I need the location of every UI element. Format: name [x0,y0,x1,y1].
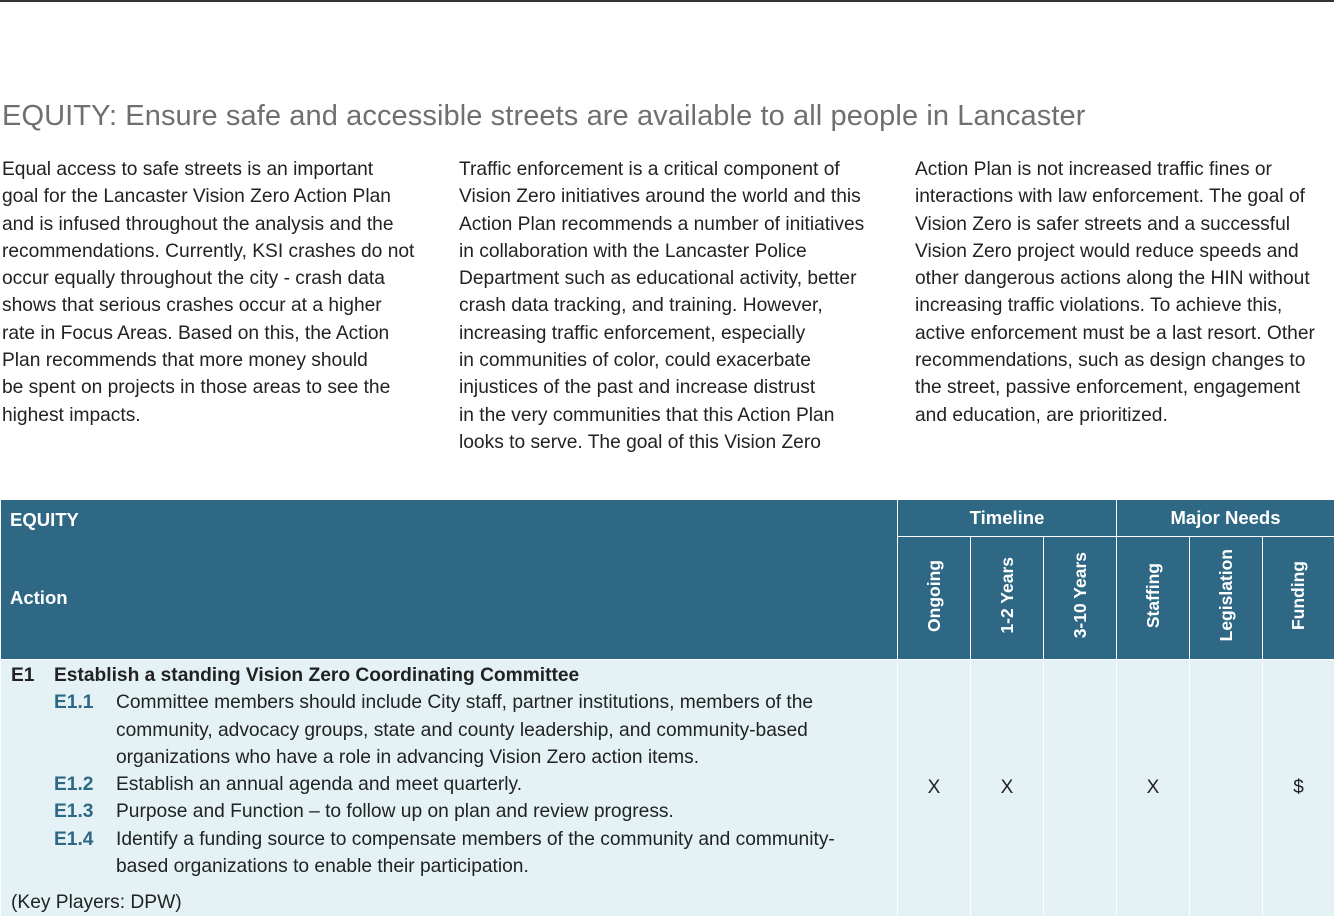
sub-action [11,689,887,771]
col-legislation [1190,537,1263,660]
text-line: looks to serve. The goal of this Vision Zero [459,431,821,453]
text-line: increasing traffic enforcement, especially [459,322,806,344]
text-line: interactions with law enforcement. The goal of [915,186,1305,208]
text-line: goal for the Lancaster Vision Zero Action Plan [2,186,391,208]
text-line: Vision Zero is safer streets and a successful [915,213,1291,235]
action-cell [1,660,898,917]
text-line: recommendations, such as design changes to [915,350,1306,372]
text-line: community, advocacy groups, state and county leadership, and community-based [116,719,808,741]
col-ongoing [898,537,971,660]
text-line: Vision Zero project would reduce speeds and [915,240,1299,262]
intro-column-3 [915,156,1334,429]
mark-1-2-years: X [971,660,1044,917]
col-ongoing-label: Ongoing [923,559,944,632]
text-line: be spent on projects in those areas to see the [2,377,391,399]
table-row [1,660,1334,917]
action-table [0,499,1334,917]
col-3-10-years [1044,537,1117,660]
mark-ongoing: X [898,660,971,917]
sub-action-text [116,826,887,881]
text-line: increasing traffic violations. To achieve this, [915,295,1283,317]
action-title-row [11,662,887,689]
col-1-2-years [971,537,1044,660]
intro-column-1 [2,156,430,429]
mark-legislation [1190,660,1263,917]
col-1-2-years-label: 1-2 Years [996,557,1017,634]
text-line: active enforcement must be a last resort. Other [915,322,1315,344]
text-line: highest impacts. [2,404,141,426]
text-line: and education, are prioritized. [915,404,1168,426]
sub-action-text [116,689,887,771]
action-title: Establish a standing Vision Zero Coordinating Committee [54,665,580,686]
sub-action-code: E1.2 [54,774,94,796]
page-heading: EQUITY: Ensure safe and accessible streets are available to all people in Lancaster [2,100,1086,132]
text-line: organizations who have a role in advancing Vision Zero action items. [116,746,700,768]
top-rule [0,0,1334,2]
text-line: other dangerous actions along the HIN without [915,268,1310,290]
text-line: in communities of color, could exacerbate [459,350,811,372]
text-line: and is infused throughout the analysis and the [2,213,394,235]
text-line: recommendations. Currently, KSI crashes do not [2,240,415,262]
text-line: the street, passive enforcement, engagement [915,377,1301,399]
text-line: shows that serious crashes occur at a higher [2,295,382,317]
text-line: rate in Focus Areas. Based on this, the Action [2,322,390,344]
text-line: Identify a funding source to compensate members of the community and community- [116,828,835,850]
intro-column-2 [459,156,887,456]
mark-staffing: X [1117,660,1190,917]
sub-action-text [116,798,887,825]
text-line: in collaboration with the Lancaster Police [459,240,807,262]
col-funding [1263,537,1334,660]
text-line: Traffic enforcement is a critical component of [459,159,840,180]
text-line: Department such as educational activity, better [459,268,857,290]
text-line: in the very communities that this Action Plan [459,404,835,426]
col-3-10-years-label: 3-10 Years [1069,552,1090,639]
col-staffing-label: Staffing [1142,562,1163,629]
major-needs-header: Major Needs [1117,500,1334,537]
text-line: Purpose and Function – to follow up on plan and review progress. [116,801,674,823]
col-funding-label: Funding [1288,560,1309,630]
sub-action-code: E1.1 [54,692,94,714]
sub-action [11,771,887,798]
mark-3-10-years [1044,660,1117,917]
col-legislation-label: Legislation [1215,549,1236,642]
key-players: (Key Players: DPW) [11,891,182,913]
sub-action [11,798,887,825]
section-label: EQUITY [10,509,79,530]
action-code: E1 [11,665,35,686]
text-line: Committee members should include City staff, partner institutions, members of the [116,692,814,714]
action-column-label: Action [10,587,68,608]
timeline-header: Timeline [898,500,1117,537]
text-line: Action Plan is not increased traffic fines or [915,159,1272,180]
text-line: Equal access to safe streets is an important [2,159,374,180]
col-staffing [1117,537,1190,660]
text-line: injustices of the past and increase distrust [459,377,816,399]
text-line: Action Plan recommends a number of initiatives [459,213,865,235]
text-line: Establish an annual agenda and meet quarterly. [116,774,523,796]
text-line: occur equally throughout the city - crash data [2,268,385,290]
sub-action-code: E1.3 [54,801,94,823]
text-line: Plan recommends that more money should [2,350,368,372]
mark-funding: $ [1263,660,1334,917]
text-line: crash data tracking, and training. However, [459,295,823,317]
text-line: Vision Zero initiatives around the world and this [459,186,861,208]
action-header [1,500,898,660]
sub-action-text [116,771,887,798]
text-line: based organizations to enable their participation. [116,856,529,878]
sub-action-code: E1.4 [54,828,94,850]
sub-action [11,826,887,881]
